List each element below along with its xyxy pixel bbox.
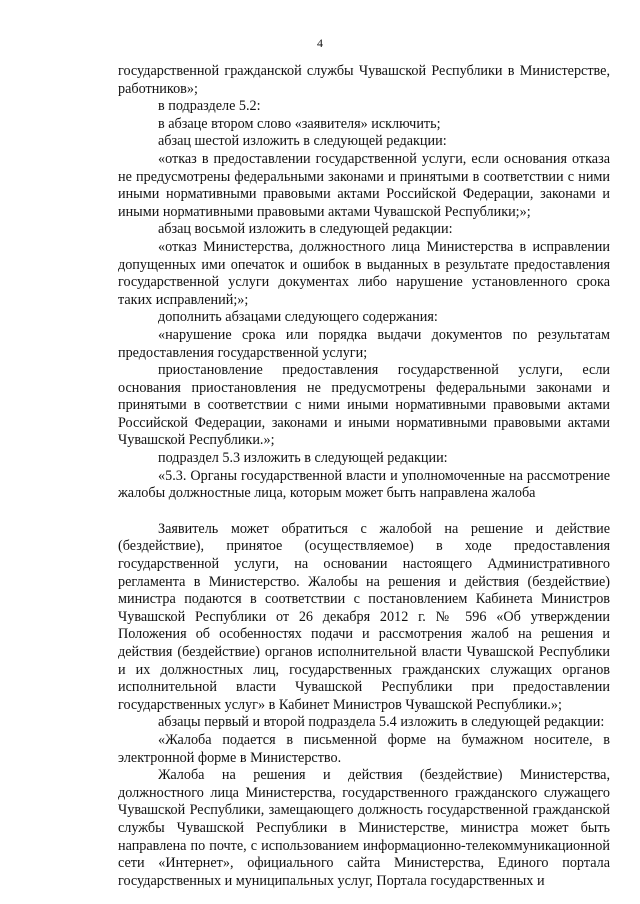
paragraph-section-heading: «5.3. Органы государственной власти и уполномоченные на рассмотрение жалобы должностные лица, которым может быть направлена жалоба [118,467,610,502]
paragraph-amendment: абзац шестой изложить в следующей редакции: [158,133,447,150]
paragraph-amendment: дополнить абзацами следующего содержания: [158,309,438,326]
paragraph-continuation: государственной гражданской службы Чувашской Республики в Министерстве, работников»; [118,63,610,97]
paragraph-quoted-text: Жалоба на решения и действия (бездействие) Министерства, должностного лица Министерства, государственного гражданского служащего Чувашской Республики, замещающего должность государственной гражданской службы Чувашской Республики в Министерстве, министра может быть направлена по почте, с использованием информационно-телекоммуникационной сети «Интернет», официального сайта Министерства, Единого портала государственных и муниципальных услуг, Портала государственных и [118,767,610,889]
paragraph-quoted-text: Заявитель может обратиться с жалобой на решение и действие (бездействие), принятое (осуществляемое) в ходе предоставления государственной услуги, на основании настоящего Административного регламента в Министерство. Жалобы на решения и действия (бездействие) министра подаются в соответствии с постановлением Кабинета Министров Чувашской Республики от 26 декабря 2012 г. № 596 «Об утверждении Положения об особенностях подачи и рассмотрения жалоб на решения и действия (бездействие) органов исполнительной власти Чувашской Республики и их должностных лиц, государственных гражданских служащих органов исполнительной власти Чувашской Республики при предоставлении государственных услуг» в Кабинет Министров Чувашской Республики.»; [118,520,610,713]
document-body [118,63,610,890]
paragraph-subsection-5-2: в подразделе 5.2: [158,98,261,115]
paragraph-quoted-text: «нарушение срока или порядка выдачи документов по результатам предоставления государственной услуги; [118,326,610,361]
paragraph-quoted-text: «Жалоба подается в письменной форме на бумажном носителе, в электронной форме в Министерство. [118,731,610,766]
paragraph-amendment: в абзаце втором слово «заявителя» исключить; [158,115,441,132]
page-number: 4 [317,36,323,50]
paragraph-quoted-text: приостановление предоставления государственной услуги, если основания приостановления не предусмотрены федеральными законами и принятыми в соответствии с ними иными нормативными правовыми актами Российской Федерации, законами и иными нормативными правовыми актами Чувашской Республики.»; [118,362,610,449]
paragraph-gap [118,503,610,521]
paragraph-subsection-5-3: подраздел 5.3 изложить в следующей редакции: [158,450,448,467]
paragraph-quoted-text: «отказ Министерства, должностного лица Министерства в исправлении допущенных ими опечаток и ошибок в выданных в результате предоставления государственной услуги документах либо нарушение установленного срока таких исправлений;»; [118,238,610,308]
paragraph-subsection-5-4: абзацы первый и второй подраздела 5.4 изложить в следующей редакции: [158,714,605,731]
paragraph-quoted-text: «отказ в предоставлении государственной услуги, если основания отказа не предусмотрены федеральными законами и принятыми в соответствии с ними иными нормативными правовыми актами Российской Федерации, законами и иными нормативными правовыми актами Чувашской Республики;»; [118,150,610,220]
paragraph-amendment: абзац восьмой изложить в следующей редакции: [158,221,453,238]
